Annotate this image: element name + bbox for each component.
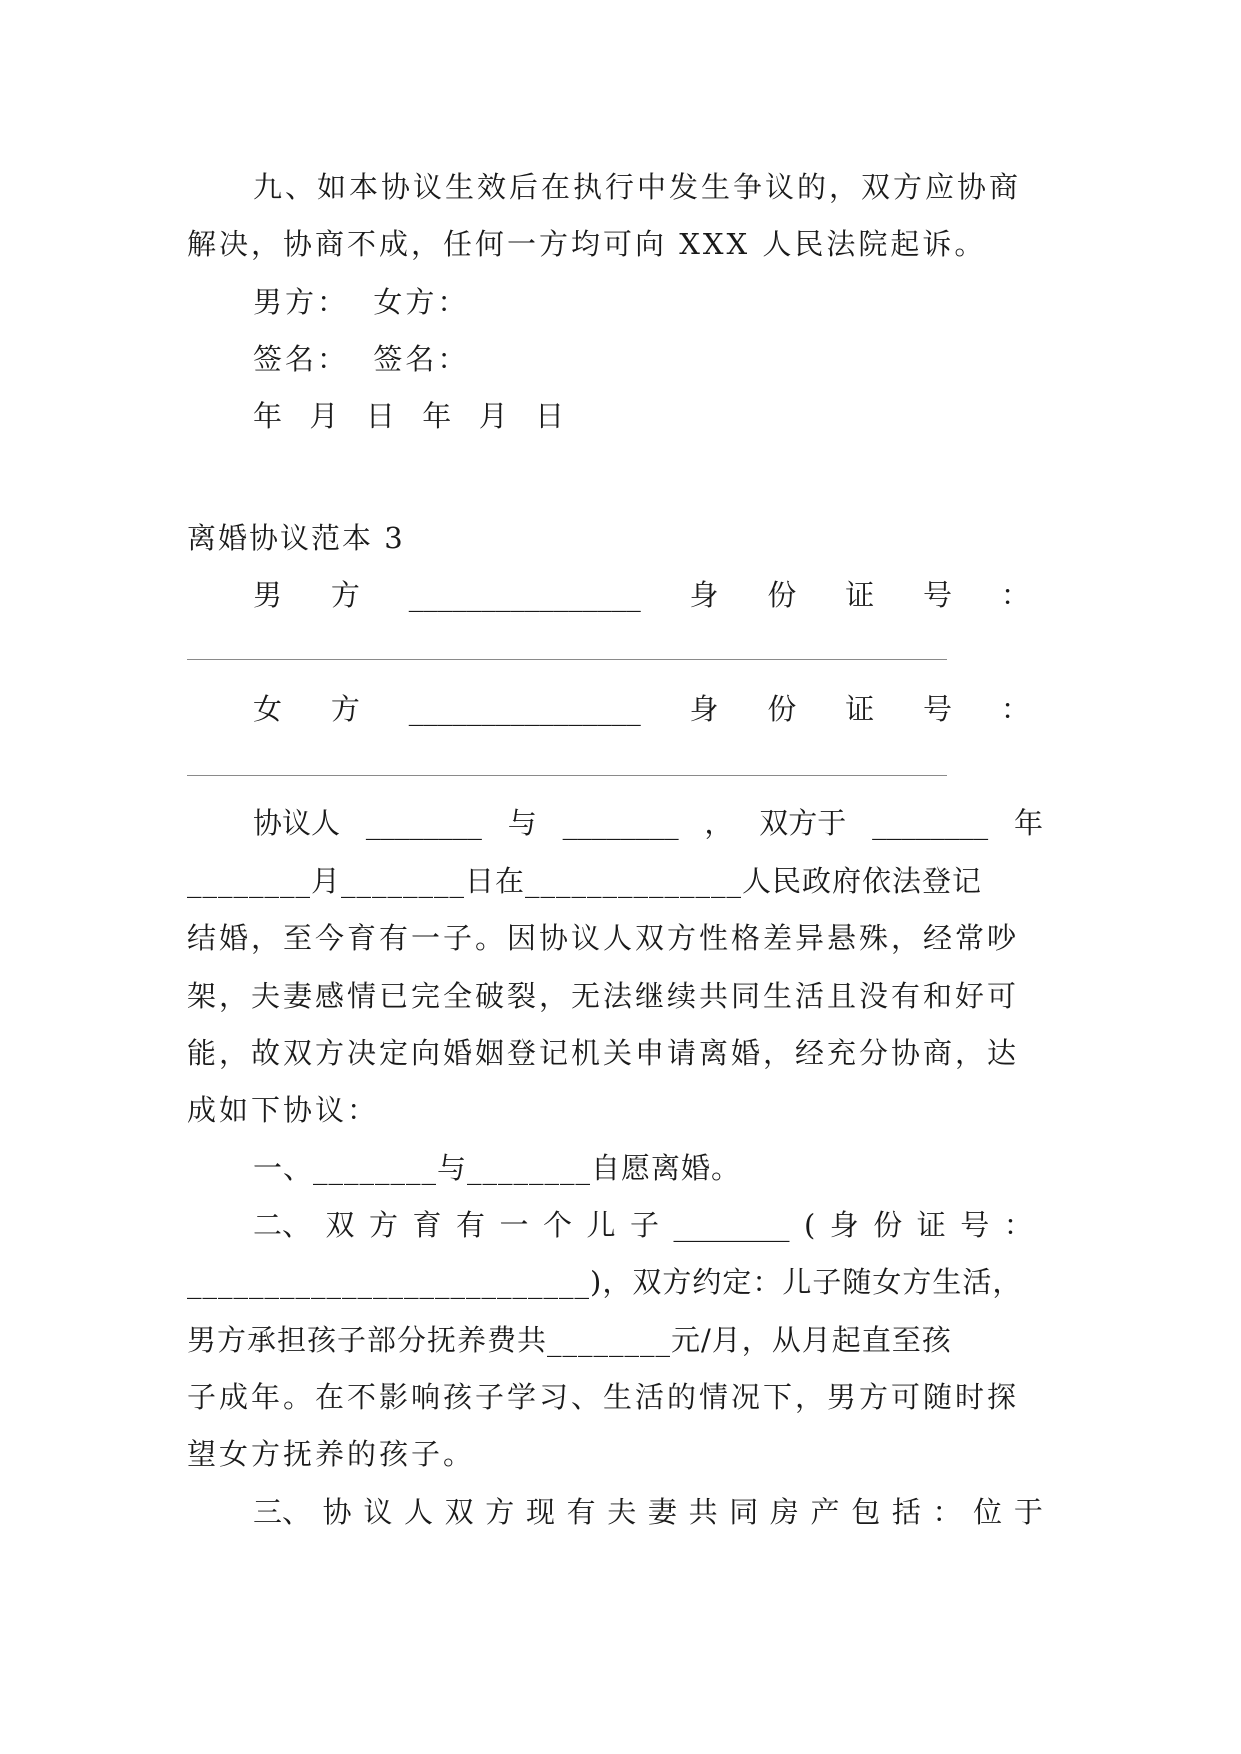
item1-line: 一、________与________自愿离婚。 [253, 1151, 742, 1185]
item2-seg: 子 [630, 1208, 660, 1242]
item2-seg: 方 [369, 1208, 399, 1242]
p1-seg: 年 [1013, 806, 1043, 840]
item3-line1 [253, 1492, 1043, 1532]
item2-seg: 号 [960, 1208, 990, 1242]
p1-line4: 架，夫妻感情已完全破裂，无法继续共同生活且没有和好可 [187, 979, 1020, 1013]
item3-seg: 议 [363, 1495, 393, 1529]
female-label-b: 方 [330, 692, 360, 726]
id-char-1: 身 [689, 692, 719, 726]
item2-seg: 身 [829, 1208, 859, 1242]
male-label-a: 男 [253, 578, 283, 612]
p1-seg: 与 [507, 806, 537, 840]
item2-seg: ： [1003, 1208, 1033, 1242]
id-char-3: 证 [845, 578, 875, 612]
item2-seg: 育 [412, 1208, 442, 1242]
item3-seg: 双 [444, 1495, 474, 1529]
male-id-rule [187, 659, 947, 660]
item2-seg: 有 [456, 1208, 486, 1242]
female-id-rule [187, 775, 947, 776]
p1-blank: ________ [872, 806, 989, 840]
item3-seg: ： [932, 1495, 962, 1529]
item2-seg: 个 [543, 1208, 573, 1242]
item3-seg: 现 [525, 1495, 555, 1529]
item3-seg: 房 [769, 1495, 799, 1529]
item2-line2: __________________________)，双方约定：儿子随女方生活， [187, 1265, 1023, 1299]
male-label-b: 方 [330, 578, 360, 612]
signature-parties: 男方： 女方： [253, 285, 470, 319]
item2-line4: 子成年。在不影响孩子学习、生活的情况下，男方可随时探 [187, 1380, 1020, 1414]
item2-line3: 男方承担孩子部分抚养费共________元/月，从月起直至孩 [187, 1323, 952, 1357]
id-char-4: 号 [923, 578, 953, 612]
item3-seg: 协 [322, 1495, 352, 1529]
item2-seg: 一 [499, 1208, 529, 1242]
id-char-3: 证 [845, 692, 875, 726]
p1-line6: 成如下协议： [187, 1093, 380, 1127]
item3-seg: 有 [566, 1495, 596, 1529]
id-colon: ： [1000, 692, 1030, 726]
item2-seg: 儿 [586, 1208, 616, 1242]
item3-seg: 共 [688, 1495, 718, 1529]
signature-dates: 年 月 日 年 月 日 [253, 399, 568, 433]
p1-seg: 协议人 [253, 806, 341, 840]
section9-line2: 解决，协商不成，任何一方均可向 XXX 人民法院起诉。 [187, 227, 987, 261]
item3-seg: 包 [851, 1495, 881, 1529]
signature-signs: 签名： 签名： [253, 342, 470, 376]
p1-blank: ________ [562, 806, 679, 840]
item2-seg: 二、 [253, 1208, 312, 1242]
female-label-a: 女 [253, 692, 283, 726]
female-name-blank: ________________ [408, 692, 641, 726]
item3-seg: 位 [973, 1495, 1003, 1529]
item3-seg: 夫 [607, 1495, 637, 1529]
p1-line1 [253, 803, 1043, 843]
item3-seg: 人 [403, 1495, 433, 1529]
item2-seg: 证 [916, 1208, 946, 1242]
id-char-4: 号 [923, 692, 953, 726]
p1-seg: ， [704, 806, 734, 840]
female-id-line [253, 689, 1030, 729]
id-colon: ： [1000, 578, 1030, 612]
item3-seg: 三、 [253, 1495, 312, 1529]
item3-seg: 方 [485, 1495, 515, 1529]
item2-blank: ________ [673, 1208, 790, 1242]
male-name-blank: ________________ [408, 578, 641, 612]
p1-line5: 能，故双方决定向婚姻登记机关申请离婚，经充分协商，达 [187, 1036, 1020, 1070]
p1-blank: ________ [365, 806, 482, 840]
male-id-line [253, 575, 1030, 615]
item2-seg: 份 [873, 1208, 903, 1242]
sample3-title: 离婚协议范本 3 [187, 521, 405, 555]
item3-seg: 妻 [647, 1495, 677, 1529]
item2-line1 [253, 1205, 1033, 1245]
item3-seg: 括 [891, 1495, 921, 1529]
item3-seg: 产 [810, 1495, 840, 1529]
p1-line2: ________月________日在______________人民政府依法登记 [187, 864, 983, 898]
section9-line1: 九、如本协议生效后在执行中发生争议的，双方应协商 [253, 170, 1022, 204]
item2-line5: 望女方抚养的孩子。 [187, 1437, 476, 1471]
id-char-2: 份 [767, 692, 797, 726]
item3-seg: 同 [729, 1495, 759, 1529]
id-char-1: 身 [689, 578, 719, 612]
item2-seg: 双 [325, 1208, 355, 1242]
item2-seg: ( [803, 1208, 816, 1242]
p1-line3: 结婚，至今育有一子。因协议人双方性格差异悬殊，经常吵 [187, 921, 1020, 955]
id-char-2: 份 [767, 578, 797, 612]
item3-seg: 于 [1013, 1495, 1043, 1529]
p1-seg: 双方于 [759, 806, 847, 840]
